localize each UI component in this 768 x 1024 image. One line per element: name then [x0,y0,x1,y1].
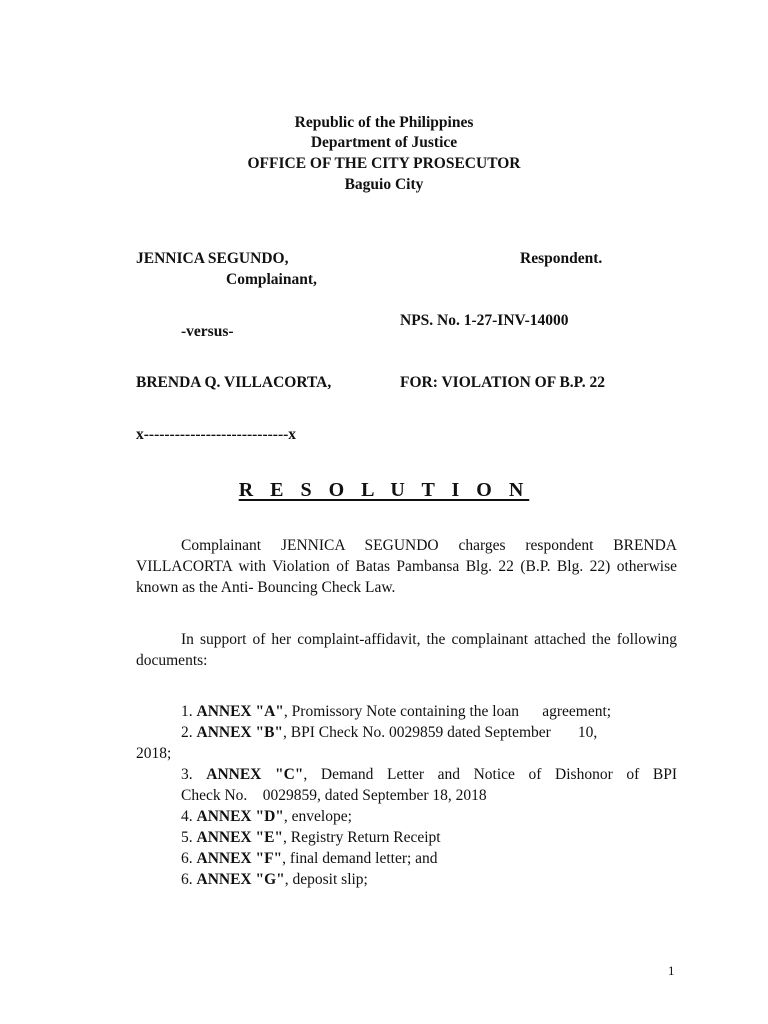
list-item [181,849,438,869]
respondent-name: BRENDA Q. VILLACORTA, [136,374,332,391]
list-item-continuation [136,744,171,764]
offense-label: FOR: VIOLATION OF B.P. 22 [400,374,605,391]
versus-label: -versus- [181,323,234,340]
annex-text: Check No. 0029859, dated September 18, 2018 [181,787,487,804]
annex-label: ANNEX "B" [196,724,284,741]
annex-number: 6. [181,850,193,867]
annex-number: 1. [181,703,193,720]
respondent-role: Respondent. [520,250,603,267]
annex-number: 4. [181,808,193,825]
caption-separator: x----------------------------x [136,426,297,443]
annex-label: ANNEX "C" [206,766,304,783]
docket-number: NPS. No. 1-27-INV-14000 [400,312,569,329]
annex-label: ANNEX "D" [196,808,284,825]
annex-text: , final demand letter; and [282,850,438,867]
header-office: OFFICE OF THE CITY PROSECUTOR [247,155,521,172]
list-item-continuation [181,786,487,806]
list-item [181,765,677,785]
annex-text: 2018; [136,745,172,762]
annex-label: ANNEX "E" [196,829,284,846]
paragraph-support: In support of her complaint-affidavit, the complainant attached the following documents: [136,631,677,669]
paragraph-charges: Complainant JENNICA SEGUNDO charges respondent BRENDA VILLACORTA with Violation of Batas Pambansa Blg. 22 (B.P. Blg. 22) otherwise known as the Anti- Bouncing Check Law. [136,537,677,596]
annex-label: ANNEX "A" [196,703,284,720]
annex-text: , Promissory Note containing the loan agreement; [283,703,612,720]
list-item [181,807,352,827]
list-item [181,702,611,722]
header-republic: Republic of the Philippines [294,114,474,131]
list-item [181,828,441,848]
annex-label: ANNEX "F" [196,850,283,867]
annex-number: 2. [181,724,193,741]
complainant-name: JENNICA SEGUNDO, [136,250,289,267]
annex-label: ANNEX "G" [196,871,285,888]
annex-text: , BPI Check No. 0029859 dated September 10, [283,724,598,741]
header-department: Department of Justice [310,134,458,151]
page-number: 1 [668,963,675,978]
complainant-role: Complainant, [226,271,317,288]
list-item [181,870,368,890]
annex-text: , envelope; [283,808,352,825]
header-city: Baguio City [344,176,424,193]
annex-number: 6. [181,871,193,888]
resolution-title: R E S O L U T I O N [238,479,530,501]
annex-number: 3. [181,766,193,783]
annex-text: , Registry Return Receipt [283,829,441,846]
annex-number: 5. [181,829,193,846]
annex-text: , Demand Letter and Notice of Dishonor of BPI [303,766,678,783]
list-item [181,723,597,743]
annex-text: , deposit slip; [284,871,368,888]
